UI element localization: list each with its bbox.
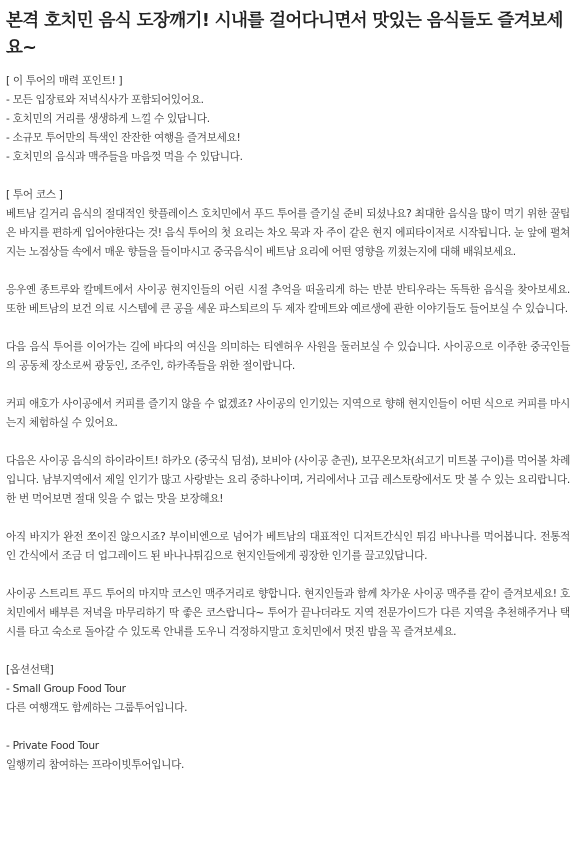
option-name: - Private Food Tour [6, 740, 99, 752]
course-paragraph: 다음은 사이공 음식의 하이라이트! 하카오 (중국식 딤섬), 보비아 (사이공 춘권), 보꾸온모차(쇠고기 미트볼 구이)를 먹어볼 차례입니다. 남부지역에서 제일 인기가 많고 사랑받는 요리 중하나이며, 거리에서나 고급 레스토랑에서도 맛 볼 수 있는 요리랍니다. 한 번 먹어보면 절대 잊을 수 없는 맛을 보장해요! [6, 455, 570, 505]
spacer [6, 262, 570, 281]
course-paragraph: 응우옌 종트루와 칼메트에서 사이공 현지인들의 어린 시절 추억을 떠올리게 하는 반분 반티우라는 독특한 음식을 찾아보세요. 또한 베트남의 보건 의료 시스템에 큰 공을 세운 파스퇴르의 두 제자 칼메트와 예르생에 관한 이야기들도 들어보실 수 있습니다. [6, 284, 570, 315]
option-description: 다른 여행객도 함께하는 그룹투어입니다. [6, 702, 188, 714]
course-paragraph: 아직 바지가 완전 쪼이진 않으시죠? 부이비엔으로 넘어가 베트남의 대표적인 디저트간식인 튀김 바나나를 먹어봅니다. 전통적인 간식에서 조금 더 업그레이드 된 바나나튀김으로 현지인들에게 굉장한 인기를 끌고있답니다. [6, 531, 570, 562]
spacer [6, 319, 570, 338]
spacer [6, 376, 570, 395]
course-paragraph: 커피 애호가 사이공에서 커피를 즐기지 않을 수 없겠죠? 사이공의 인기있는 지역으로 향해 현지인들이 어떤 식으로 커피를 마시는지 체험하실 수 있어요. [6, 398, 570, 429]
highlight-item: - 모든 입장료와 저녁식사가 포함되어있어요. [6, 94, 204, 106]
course-heading: [ 투어 코스 ] [6, 189, 63, 201]
spacer [6, 642, 570, 661]
highlight-item: - 호치민의 거리를 생생하게 느낄 수 있답니다. [6, 113, 210, 125]
highlights-heading: [ 이 투어의 매력 포인트! ] [6, 75, 123, 87]
spacer [6, 167, 570, 186]
description-body [6, 72, 570, 775]
highlight-item: - 소규모 투어만의 특색인 잔잔한 여행을 즐겨보세요! [6, 132, 241, 144]
spacer [6, 433, 570, 452]
page-title: 본격 호치민 음식 도장깨기! 시내를 걸어다니면서 맛있는 음식들도 즐겨보세요~ [6, 11, 563, 58]
spacer [6, 718, 570, 737]
spacer [6, 566, 570, 585]
course-paragraph: 다음 음식 투어를 이어가는 길에 바다의 여신을 의미하는 티엔허우 사원을 둘러보실 수 있습니다. 사이공으로 이주한 중국인들의 공동체 장소로써 광둥인, 조주인, 하카족들을 위한 절이랍니다. [6, 341, 570, 372]
course-paragraph: 베트남 길거리 음식의 절대적인 핫플레이스 호치민에서 푸드 투어를 즐기실 준비 되셨나요? 최대한 음식을 많이 먹기 위한 꿀팁은 바지를 편하게 입어야한다는 것! 음식 투어의 첫 요리는 차오 묵과 자 주이 같은 현지 에피타이저로 시작됩니다. 눈 앞에 펼쳐지는 노점상들 속에서 매운 향들을 들이마시고 중국음식이 베트남 요리에 어떤 영향을 끼쳤는지에 대해 배워보세요. [6, 208, 570, 258]
spacer [6, 509, 570, 528]
option-name: - Small Group Food Tour [6, 683, 126, 695]
course-paragraph: 사이공 스트리트 푸드 투어의 마지막 코스인 맥주거리로 향합니다. 현지인들과 함께 차가운 사이공 맥주를 같이 즐겨보세요! 호치민에서 배부른 저녁을 마무리하기 딱 좋은 코스랍니다~ 투어가 끝나더라도 지역 전문가이드가 다른 지역을 추천해주거나 택시를 타고 숙소로 돌아갈 수 있도록 안내를 도우니 걱정하지말고 호치민에서 멋진 밤을 꼭 즐겨보세요. [6, 588, 570, 638]
option-description: 일행끼리 참여하는 프라이빗투어입니다. [6, 759, 185, 771]
options-heading: [옵션선택] [6, 664, 54, 676]
highlight-item: - 호치민의 음식과 맥주들을 마음껏 먹을 수 있답니다. [6, 151, 243, 163]
